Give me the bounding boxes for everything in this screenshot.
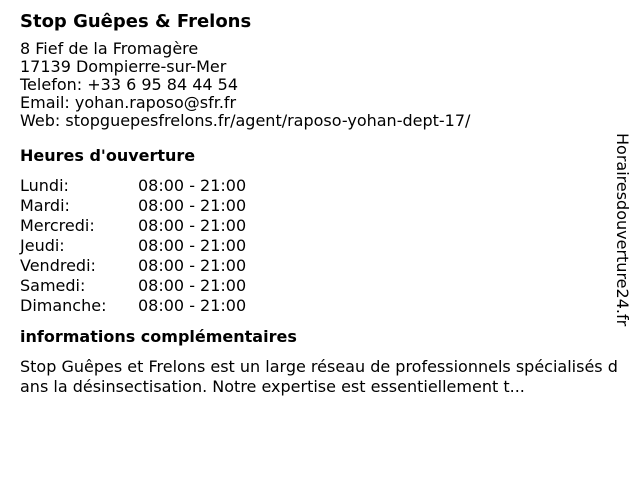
info-heading: informations complémentaires — [20, 327, 297, 346]
address-block — [20, 40, 620, 130]
email-line: Email: yohan.raposo@sfr.fr — [20, 93, 237, 112]
hours-row — [20, 196, 620, 216]
hours-time: 08:00 - 21:00 — [138, 296, 247, 315]
hours-row — [20, 276, 620, 296]
hours-day: Dimanche: — [20, 296, 107, 315]
hours-day: Vendredi: — [20, 256, 96, 275]
hours-row — [20, 176, 620, 196]
hours-row — [20, 236, 620, 256]
address-city: 17139 Dompierre-sur-Mer — [20, 57, 227, 76]
hours-time: 08:00 - 21:00 — [138, 176, 247, 195]
info-description: Stop Guêpes et Frelons est un large réseau de professionnels spécialisés dans la désinsectisation. Notre expertise est essentiellement t... — [20, 357, 618, 396]
phone-line: Telefon: +33 6 95 84 44 54 — [20, 75, 239, 94]
hours-day: Lundi: — [20, 176, 69, 195]
hours-time: 08:00 - 21:00 — [138, 236, 247, 255]
hours-time: 08:00 - 21:00 — [138, 216, 247, 235]
hours-day: Mercredi: — [20, 216, 95, 235]
hours-time: 08:00 - 21:00 — [138, 256, 247, 275]
hours-day: Samedi: — [20, 276, 86, 295]
hours-table — [20, 176, 620, 316]
hours-row — [20, 296, 620, 316]
hours-heading: Heures d'ouverture — [20, 146, 196, 165]
address-street: 8 Fief de la Fromagère — [20, 39, 199, 58]
business-card — [20, 10, 620, 397]
hours-day: Jeudi: — [20, 236, 65, 255]
hours-row — [20, 256, 620, 276]
web-line: Web: stopguepesfrelons.fr/agent/raposo-yohan-dept-17/ — [20, 111, 471, 130]
business-name: Stop Guêpes & Frelons — [20, 11, 252, 32]
hours-time: 08:00 - 21:00 — [138, 276, 247, 295]
hours-day: Mardi: — [20, 196, 70, 215]
site-watermark: Horairesdouverture24.fr — [613, 133, 632, 327]
hours-time: 08:00 - 21:00 — [138, 196, 247, 215]
hours-row — [20, 216, 620, 236]
